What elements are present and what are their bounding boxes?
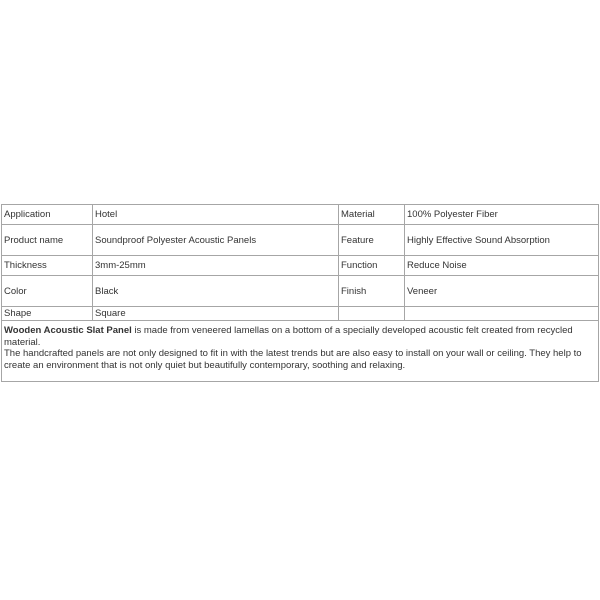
spec-value: Hotel <box>93 205 339 225</box>
description-paragraph: The handcrafted panels are not only designed to fit in with the latest trends but are also easy to install on your wall or ceiling. They help to create an environment that is not only quiet but beautifully contemporary, soothing and relaxing. <box>4 348 582 371</box>
spec-value: 3mm-25mm <box>93 256 339 276</box>
product-spec-table <box>1 204 599 382</box>
product-name-bold: Wooden Acoustic Slat Panel <box>4 325 132 336</box>
spec-value: Soundproof Polyester Acoustic Panels <box>93 225 339 256</box>
spec-label: Thickness <box>2 256 93 276</box>
spec-label: Function <box>339 256 405 276</box>
description-row <box>2 321 599 382</box>
table-row <box>2 276 599 307</box>
table-row <box>2 256 599 276</box>
product-description <box>2 321 599 382</box>
description-intro-text: is made from veneered lamellas on a bottom of a specially developed acoustic felt created from recycled material. <box>4 325 573 348</box>
spec-label: Finish <box>339 276 405 307</box>
spec-label: Application <box>2 205 93 225</box>
spec-value: Black <box>93 276 339 307</box>
spec-value: Veneer <box>405 276 599 307</box>
spec-value: Square <box>93 307 339 321</box>
table-row <box>2 205 599 225</box>
spec-label: Shape <box>2 307 93 321</box>
spec-label: Color <box>2 276 93 307</box>
spec-value: Reduce Noise <box>405 256 599 276</box>
table-row <box>2 307 599 321</box>
description-intro <box>4 325 596 348</box>
spec-value: Highly Effective Sound Absorption <box>405 225 599 256</box>
spec-value: 100% Polyester Fiber <box>405 205 599 225</box>
table-row <box>2 225 599 256</box>
spec-label: Material <box>339 205 405 225</box>
spec-label: Feature <box>339 225 405 256</box>
spec-label: Product name <box>2 225 93 256</box>
empty-cell <box>405 307 599 321</box>
empty-cell <box>339 307 405 321</box>
